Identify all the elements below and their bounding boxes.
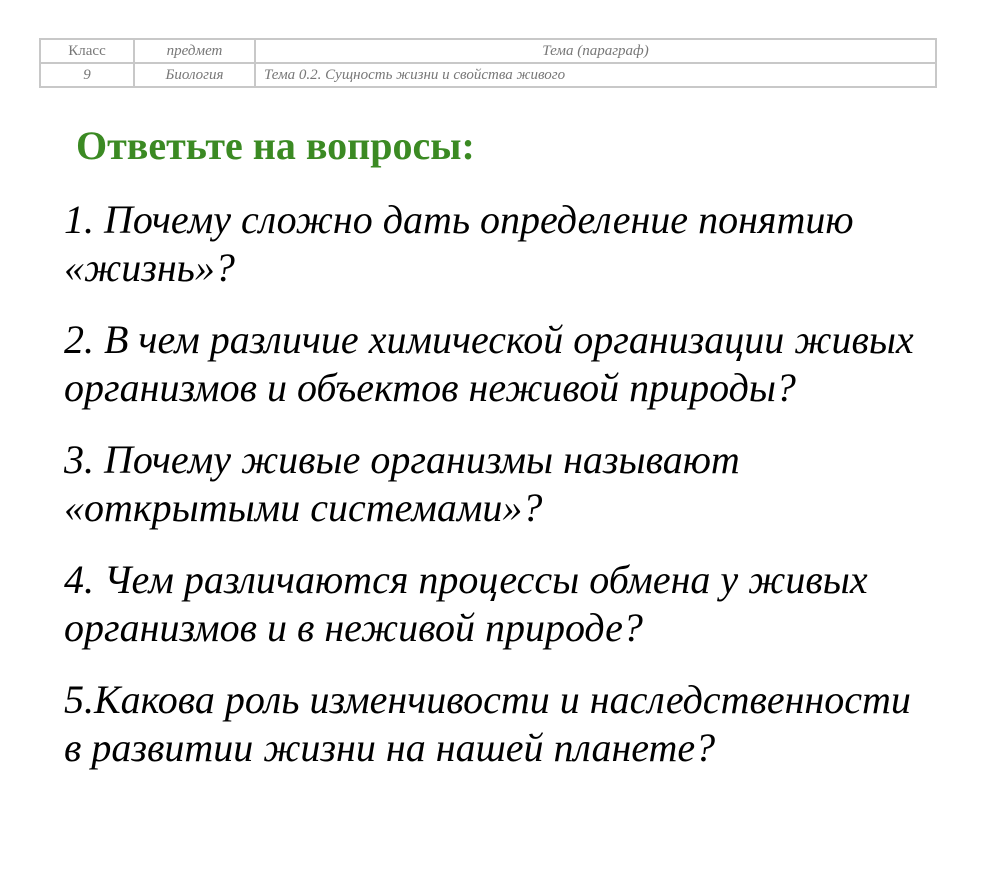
question-item: 3. Почему живые организмы называют «открытыми системами»? (64, 437, 740, 530)
page-heading: Ответьте на вопросы: (76, 123, 475, 168)
class-value: 9 (40, 63, 134, 87)
question-item: 2. В чем различие химической организации живых организмов и объектов неживой природы? (64, 317, 914, 410)
table-header-row (40, 39, 936, 63)
topic-value: Тема 0.2. Сущность жизни и свойства живого (255, 63, 936, 87)
question-list (64, 196, 924, 796)
column-header-subject: предмет (134, 39, 255, 63)
subject-value: Биология (134, 63, 255, 87)
question-item: 1. Почему сложно дать определение понятию «жизнь»? (64, 197, 854, 290)
question-item: 4. Чем различаются процессы обмена у живых организмов и в неживой природе? (64, 557, 868, 650)
question-item: 5.Какова роль изменчивости и наследственности в развитии жизни на нашей планете? (64, 677, 911, 770)
table-row (40, 63, 936, 87)
lesson-info-table (39, 38, 937, 88)
column-header-topic: Тема (параграф) (255, 39, 936, 63)
column-header-class: Класс (40, 39, 134, 63)
